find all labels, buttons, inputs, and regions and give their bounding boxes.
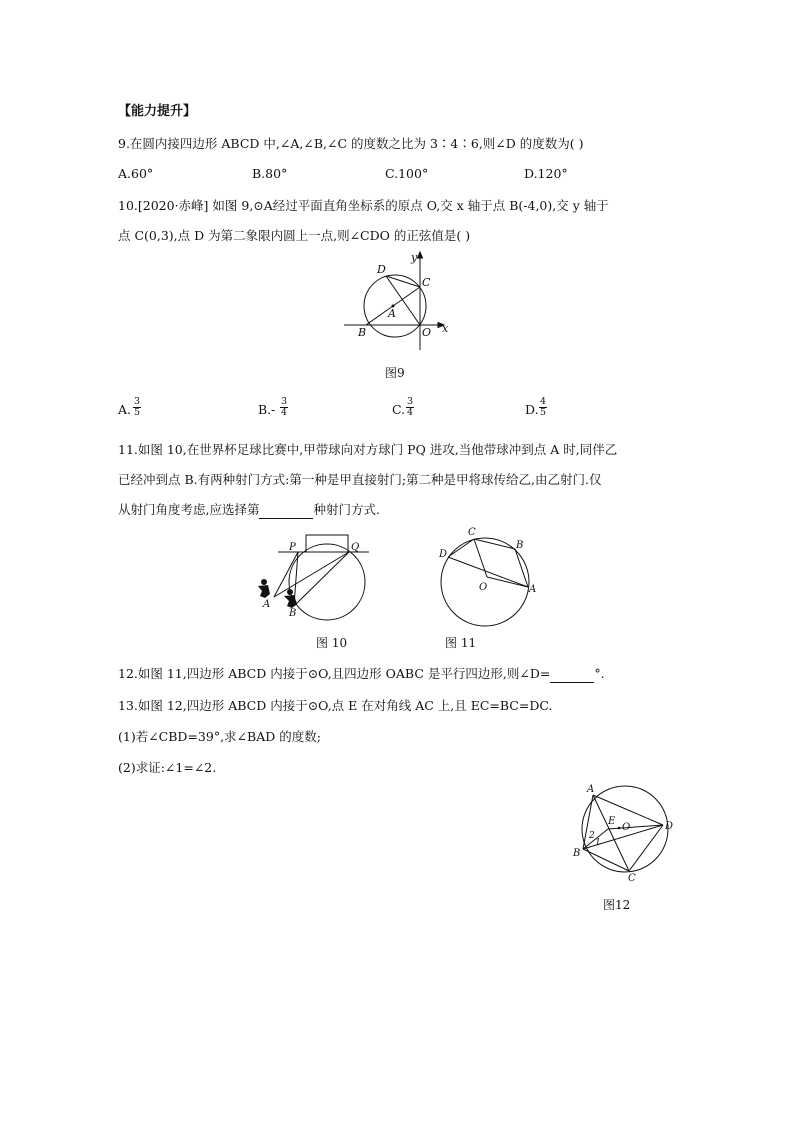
q13-part1: (1)若∠CBD=39°,求∠BAD 的度数; (118, 729, 321, 744)
q10-line2: 点 C(0,3),点 D 为第二象限内圆上一点,则∠CDO 的正弦值是( ) (118, 228, 471, 243)
y-axis-arrow (418, 252, 423, 258)
q9-option-a: A.60° (118, 166, 154, 181)
q10-option-a-prefix: A. (118, 402, 132, 417)
q13-part2: (2)求证:∠1=∠2. (118, 760, 217, 775)
circle-10 (289, 544, 365, 620)
center-o-dot (618, 827, 621, 830)
q10-option-b-num: 3 (281, 396, 288, 407)
q12-after: °. (594, 666, 605, 681)
seg-cd (629, 825, 663, 871)
q9-stem: 9.在圆内接四边形 ABCD 中,∠A,∠B,∠C 的度数之比为 3∶4∶6,则∠D 的度数为( ) (118, 136, 584, 151)
q10-option-a-den: 5 (134, 407, 141, 418)
section-title: 【能力提升】 (118, 104, 197, 119)
label-o12: O (622, 822, 631, 833)
q10-option-c-den: 4 (407, 407, 414, 418)
figure-12 (568, 782, 688, 887)
line-bq (294, 552, 349, 606)
q10-option-d-den: 5 (540, 407, 547, 418)
q11-line1: 11.如图 10,在世界杯足球比赛中,甲带球向对方球门 PQ 进攻,当他带球冲到点 A 时,同伴乙 (118, 442, 618, 457)
q11-line3 (118, 502, 380, 519)
label-o: O (422, 326, 432, 339)
label-b10: B (289, 608, 297, 619)
q10-option-a-fraction (133, 397, 141, 418)
label-o11: O (479, 582, 488, 593)
q12-answer-blank[interactable] (550, 666, 594, 683)
q12-line (118, 666, 605, 683)
seg-dc (448, 539, 474, 557)
seg-da (448, 557, 528, 587)
label-a10: A (263, 599, 271, 610)
figure-10 (250, 530, 370, 630)
label-angle-2: 2 (589, 831, 595, 841)
figure-9-caption: 图9 (385, 366, 405, 380)
figure-12-caption: 图12 (603, 898, 631, 912)
label-c: C (422, 276, 431, 289)
q10-option-b-prefix: B. (258, 402, 272, 417)
circle-a (364, 275, 426, 337)
label-a12: A (587, 784, 595, 795)
q11-line2: 已经冲到点 B.有两种射门方式:第一种是甲直接射门;第二种是甲将球传给乙,由乙射门.仅 (118, 472, 602, 487)
q11-answer-blank[interactable] (259, 502, 313, 519)
label-d11: D (439, 549, 448, 560)
q10-line1: 10.[2020·赤峰] 如图 9,⊙A经过平面直角坐标系的原点 O,交 x 轴于点 B(-4,0),交 y 轴于 (118, 198, 609, 213)
chord-dc (386, 276, 420, 287)
label-y: y (411, 251, 418, 264)
q10-option-c-fraction (406, 397, 414, 418)
label-a11: A (529, 584, 537, 595)
label-b12: B (573, 848, 581, 859)
seg-cb (474, 539, 515, 549)
q10-option-b-sign: - (271, 402, 276, 417)
label-d: D (377, 263, 386, 276)
q11-line3-after: 种射门方式. (313, 502, 380, 517)
q9-option-d: D.120° (524, 166, 568, 181)
q10-option-b-fraction (280, 397, 288, 418)
figure-9 (340, 250, 455, 355)
label-e12: E (608, 816, 616, 827)
seg-co (474, 539, 487, 577)
label-c11: C (468, 527, 476, 538)
label-x: x (442, 322, 449, 335)
seg-ad (593, 795, 663, 825)
figure-11 (430, 522, 550, 632)
q10-option-a-num: 3 (134, 396, 141, 407)
q10-option-c-num: 3 (407, 396, 414, 407)
seg-oa (487, 577, 528, 587)
q13-stem: 13.如图 12,四边形 ABCD 内接于⊙O,点 E 在对角线 AC 上,且 EC=BC=DC. (118, 698, 553, 713)
label-angle-1: 1 (595, 838, 601, 848)
label-c12: C (628, 873, 636, 884)
q10-option-d-fraction (539, 397, 547, 418)
q10-option-b-den: 4 (281, 407, 288, 418)
q10-option-d-prefix: D. (525, 402, 539, 417)
figure-11-caption: 图 11 (445, 636, 477, 650)
q11-line3-before: 从射门角度考虑,应选择第 (118, 502, 260, 517)
q12-before: 12.如图 11,四边形 ABCD 内接于⊙O,且四边形 OABC 是平行四边形,则∠D= (118, 666, 551, 681)
q9-option-b: B.80° (252, 166, 288, 181)
q9-option-c: C.100° (385, 166, 429, 181)
label-q: Q (351, 542, 360, 553)
seg-ac (593, 795, 629, 871)
q10-option-c-prefix: C. (392, 402, 406, 417)
line-aq (274, 552, 349, 597)
player-a-icon (258, 579, 270, 598)
label-b: B (358, 326, 367, 339)
label-a: A (388, 307, 396, 320)
q10-option-d-num: 4 (540, 396, 547, 407)
label-d12: D (665, 821, 674, 832)
figure-10-caption: 图 10 (316, 636, 348, 650)
seg-ba (515, 549, 528, 587)
label-p: P (289, 542, 296, 553)
label-b11: B (516, 540, 524, 551)
